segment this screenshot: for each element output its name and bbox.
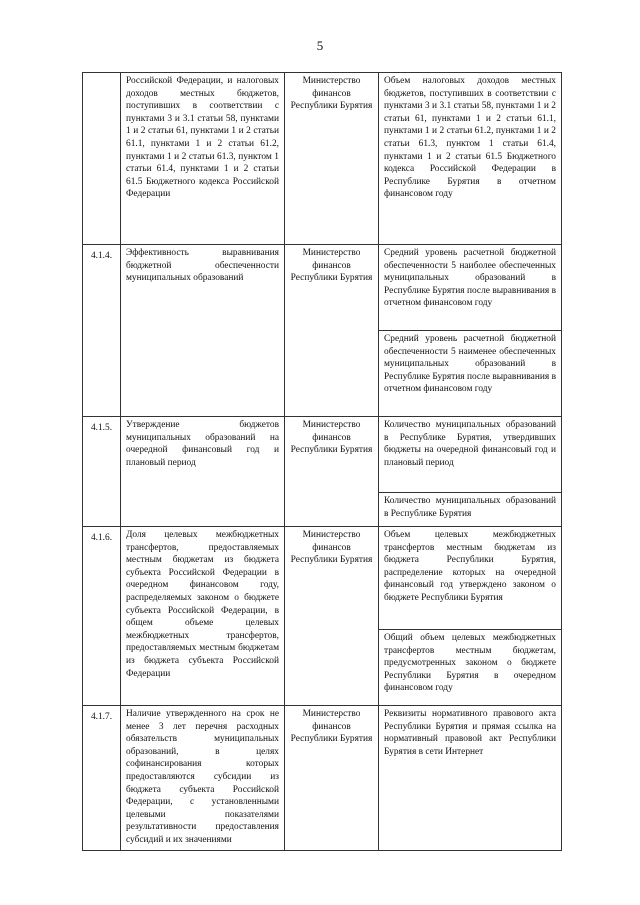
- data-source-text: Объем налоговых доходов местных бюджетов, поступивших в соответствии с пунктами 3 и 3.1 статьи 58, пунктами 1 и 2 статьи 61, пунктами 1 и 2 статьи 61.1, пунктами 1 и 2 статьи 61.2, пунктами 1 и 2 статьи 61.3, пунктом 1 статьи 61.4, пунктами 1 и 2 статьи 61.5 Бюджетного кодекса Российской Федерации в Республике Бурятия в отчетном финансовом году: [379, 73, 562, 245]
- data-source-cell: [379, 527, 562, 706]
- table-row: [83, 245, 562, 417]
- data-source-cell: [379, 417, 562, 527]
- indicator-text: Российской Федерации, и налоговых доходов местных бюджетов, поступивших в соответствии с пунктами 3 и 3.1 статьи 58, пунктами 1 и 2 статьи 61, пунктами 1 и 2 статьи 61.1, пунктами 1 и 2 статьи 61.2, пунктами 1 и 2 статьи 61.3, пунктом 1 статьи 61.4, пунктами 1 и 2 статьи 61.5 Бюджетного кодекса Российской Федерации: [121, 73, 285, 245]
- row-number: 4.1.7.: [83, 706, 121, 851]
- data-source-text: Общий объем целевых межбюджетных трансфертов местным бюджетам, предусмотренных законом о бюджете Республики Бурятия в очередном финансовом году: [379, 629, 561, 705]
- indicator-text: Эффективность выравнивания бюджетной обеспеченности муниципальных образований: [121, 245, 285, 417]
- indicators-table: [82, 72, 562, 851]
- table-row: [83, 527, 562, 706]
- indicator-text: Наличие утвержденного на срок не менее 3 лет перечня расходных обязательств муниципальных образований, в целях софинансирования которых предоставляются субсидии из бюджета субъекта Российской Федерации, с установленными целевыми показателями результативности предоставления субсидий и их значениями: [121, 706, 285, 851]
- agency-text: Министерство финансов Республики Бурятия: [285, 245, 379, 417]
- data-source-text: Объем целевых межбюджетных трансфертов местным бюджетам из бюджета Республики Бурятия, распределение которых на очередной финансовый год утверждено законом о бюджете Республики Бурятия: [384, 530, 556, 603]
- data-source-text: Средний уровень расчетной бюджетной обеспеченности 5 наименее обеспеченных муниципальных образований в Республике Бурятия после выравнивания в отчетном финансовом году: [379, 330, 561, 416]
- row-number: 4.1.6.: [83, 527, 121, 706]
- indicator-text: Утверждение бюджетов муниципальных образований на очередной финансовый год и плановый период: [121, 417, 285, 527]
- data-source-text: Количество муниципальных образований в Республике Бурятия: [379, 492, 561, 526]
- page-number: 5: [316, 38, 324, 53]
- row-number: 4.1.5.: [83, 417, 121, 527]
- indicator-text: Доля целевых межбюджетных трансфертов, предоставляемых местным бюджетам из бюджета субъекта Российской Федерации в очередном финансовом году, распределяемых законом о бюджете субъекта Российской Федерации, в общем объеме целевых межбюджетных трансфертов, предоставляемых местным бюджетам из бюджета субъекта Российской Федерации: [121, 527, 285, 706]
- agency-text: Министерство финансов Республики Бурятия: [285, 417, 379, 527]
- table-row: [83, 417, 562, 527]
- table-row: [83, 706, 562, 851]
- agency-text: Министерство финансов Республики Бурятия: [285, 527, 379, 706]
- data-source-text: Количество муниципальных образований в Республике Бурятия, утвердивших бюджеты на очередной финансовый год и плановый период: [384, 420, 556, 468]
- row-number: 4.1.4.: [83, 245, 121, 417]
- data-source-text: Средний уровень расчетной бюджетной обеспеченности 5 наиболее обеспеченных муниципальных образований в Республике Бурятия после выравнивания в отчетном финансовом году: [384, 248, 556, 309]
- table-row: [83, 73, 562, 245]
- agency-text: Министерство финансов Республики Бурятия: [285, 73, 379, 245]
- data-source-text: Реквизиты нормативного правового акта Республики Бурятия и прямая ссылка на нормативный правовой акт Республики Бурятия в сети Интернет: [379, 706, 562, 851]
- agency-text: Министерство финансов Республики Бурятия: [285, 706, 379, 851]
- row-number: [83, 73, 121, 245]
- data-source-cell: [379, 245, 562, 417]
